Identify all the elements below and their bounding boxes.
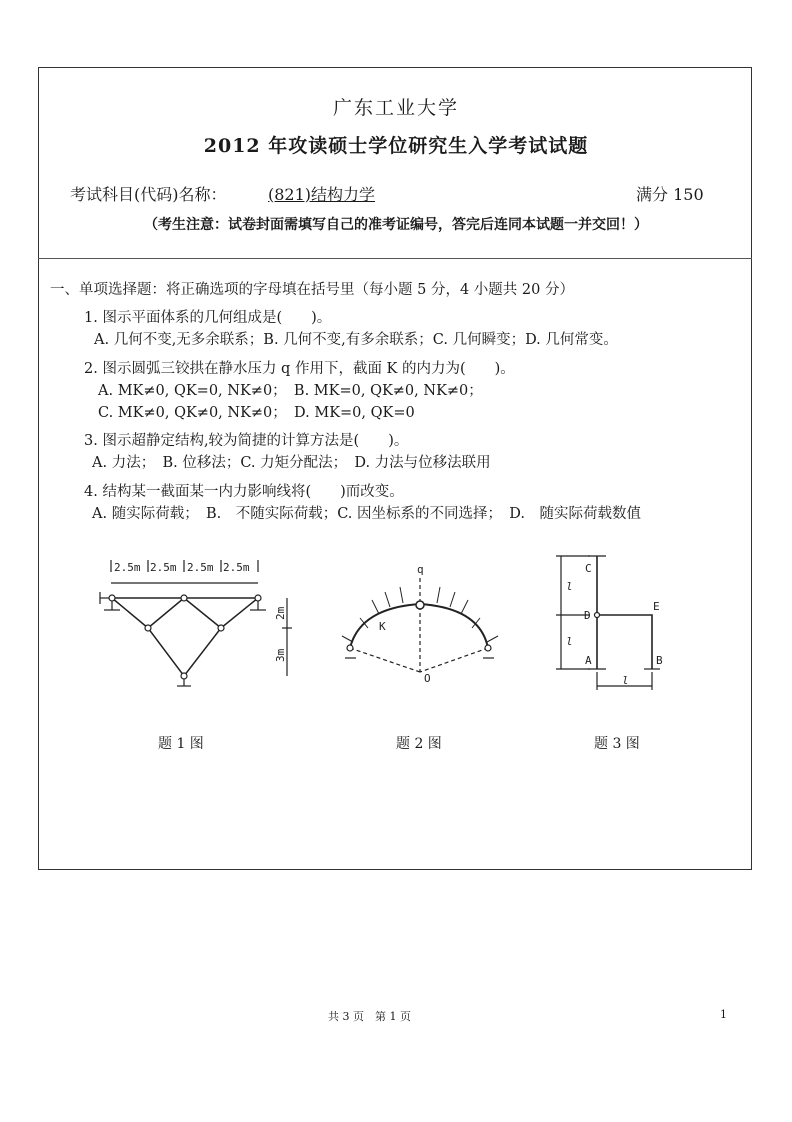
q3-options: A. 力法； B. 位移法；C. 力矩分配法； D. 力法与位移法联用: [92, 455, 491, 471]
q1-options: A. 几何不变,无多余联系；B. 几何不变,有多余联系；C. 几何瞬变；D. 几何常变。: [94, 332, 618, 348]
fig2-arch: [342, 578, 498, 672]
q2-stem: 2. 图示圆弧三铰拱在静水压力 q 作用下，截面 K 的内力为( )。: [84, 361, 515, 377]
fig3-dim-bottom: l: [622, 674, 629, 687]
university-name: 广东工业大学: [332, 97, 459, 119]
q3-stem: 3. 图示超静定结构,较为简捷的计算方法是( )。: [84, 433, 409, 449]
fig2-section-label: K: [379, 620, 386, 633]
subject-label: 考试科目(代码)名称：: [70, 185, 227, 204]
exam-title: 2012 年攻读硕士学位研究生入学考试试题: [203, 135, 589, 157]
notice: （考生注意：试卷封面需填写自己的准考证编号，答完后连同本试题一并交回！）: [144, 217, 648, 233]
fig1-caption: 题 1 图: [158, 736, 204, 752]
fig2-load-label: q: [417, 563, 424, 576]
fig3-dim-upper: l: [566, 580, 573, 593]
section-heading: 一、单项选择题：将正确选项的字母填在括号里（每小题 5 分，4 小题共 20 分）: [50, 282, 574, 298]
fig3-frame: [556, 556, 660, 690]
fig1-height-1: 2m: [274, 606, 287, 620]
fig2-caption: 题 2 图: [396, 736, 442, 752]
fig1-span-2: 2.5m: [150, 561, 177, 574]
fig1-span-4: 2.5m: [223, 561, 250, 574]
subject-value: (821)结构力学: [268, 185, 376, 204]
q4-options: A. 随实际荷载； B. 不随实际荷载；C. 因坐标系的不同选择； D. 随实际荷载数值: [92, 506, 641, 522]
fig1-span-1: 2.5m: [114, 561, 141, 574]
page-number: 1: [720, 1008, 727, 1021]
full-score: 满分 150: [636, 185, 704, 204]
fig3-node-b: B: [656, 654, 663, 667]
fig1-height-2: 3m: [274, 648, 287, 662]
fig2-center-label: O: [424, 672, 431, 685]
fig3-dim-lower: l: [566, 635, 573, 648]
fig3-node-a: A: [585, 654, 592, 667]
fig1-truss: [100, 560, 292, 686]
fig3-node-c: C: [585, 562, 592, 575]
q2-options-1: A. MK≠0, QK=0, NK≠0； B. MK=0, QK≠0, NK≠0；: [98, 383, 483, 399]
q2-options-2: C. MK≠0, QK≠0, NK≠0； D. MK=0, QK=0: [98, 405, 415, 421]
fig3-node-d: D: [584, 609, 591, 622]
q4-stem: 4. 结构某一截面某一内力影响线将( )而改变。: [84, 484, 404, 500]
fig3-caption: 题 3 图: [594, 736, 640, 752]
fig1-span-3: 2.5m: [187, 561, 214, 574]
page-count: 共 3 页 第 1 页: [328, 1010, 411, 1023]
fig3-node-e: E: [653, 600, 660, 613]
q1-stem: 1. 图示平面体系的几何组成是( )。: [84, 310, 332, 326]
